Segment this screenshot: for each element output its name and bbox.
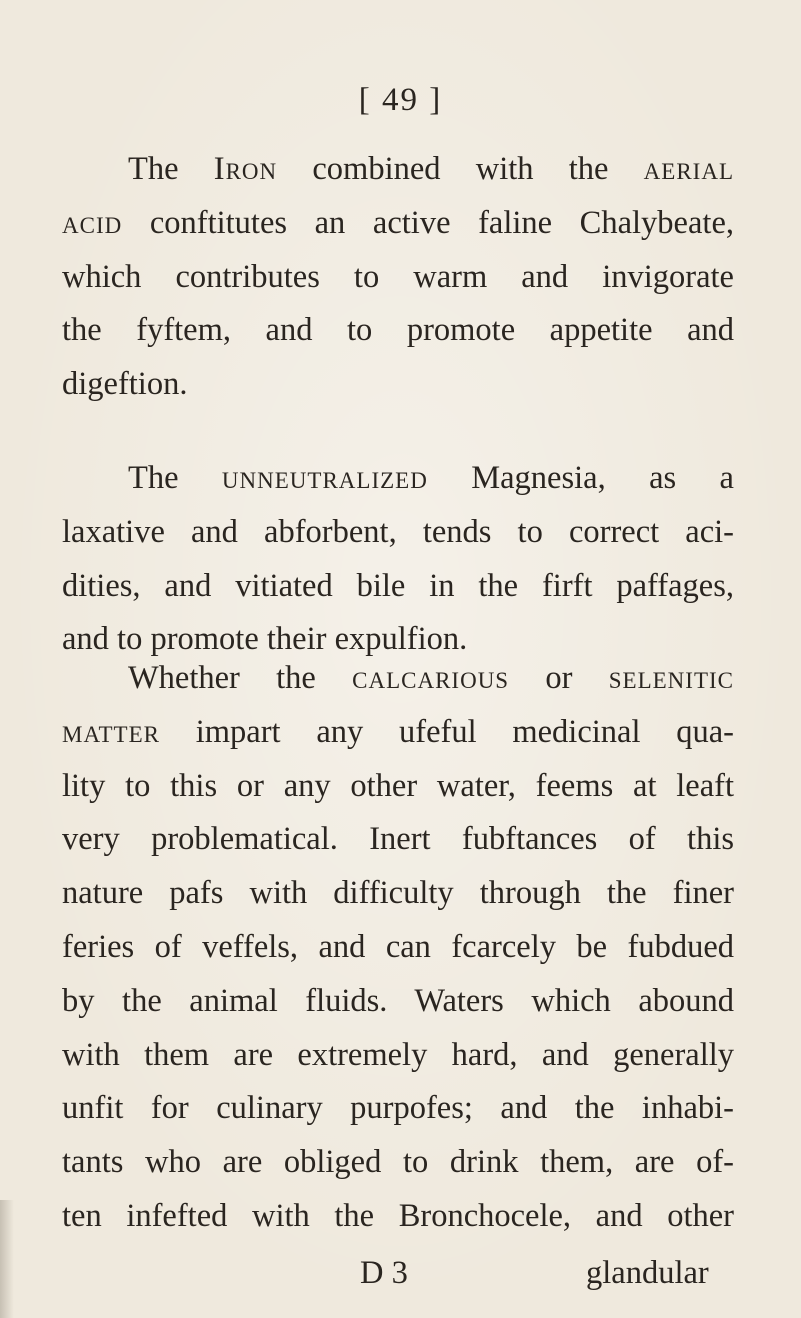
text-run: the fyftem, and to promote appetite and (62, 312, 734, 349)
text-run: Whether the (128, 660, 353, 696)
text-run: Magnesia, as a (427, 460, 734, 496)
paragraph-magnesia (62, 452, 734, 667)
page-edge-shadow (0, 1200, 14, 1318)
text-line (62, 452, 734, 506)
small-caps-run: aerial (643, 151, 734, 187)
text-run: conftitutes an active faline Chalybeate, (122, 204, 734, 241)
signature-mark: D 3 (360, 1255, 408, 1291)
text-line (62, 652, 734, 706)
text-run: and to promote their expulfion. (62, 621, 468, 658)
small-caps-run: matter (62, 713, 160, 750)
text-line (62, 506, 734, 560)
text-line (62, 760, 734, 814)
small-caps-run: selenitic (608, 660, 734, 696)
text-run: dities, and vitiated bile in the firft paffages, (62, 567, 734, 604)
text-line (62, 197, 734, 251)
paragraph-iron (62, 143, 734, 412)
text-run: by the animal fluids. Waters which abound (62, 982, 734, 1019)
text-run: The (128, 151, 214, 187)
text-line (62, 143, 734, 197)
text-run: very problematical. Inert fubftances of this (62, 821, 734, 858)
text-line (62, 975, 734, 1029)
text-line (62, 1190, 734, 1244)
small-caps-run: calcarious (352, 660, 510, 696)
text-run: nature pafs with difficulty through the finer (62, 875, 734, 912)
text-line (62, 706, 734, 760)
small-caps-run: unneutralized (221, 460, 428, 496)
paragraph-calcarious (62, 652, 734, 1244)
text-line (62, 1029, 734, 1083)
text-run: digeftion. (62, 366, 188, 403)
text-line (62, 560, 734, 614)
page-number-header: [ 49 ] (358, 82, 443, 118)
text-line (62, 251, 734, 305)
text-line (62, 921, 734, 975)
text-run: The (128, 460, 222, 496)
text-line (62, 867, 734, 921)
text-line (62, 358, 734, 412)
small-caps-run: acid (62, 204, 123, 241)
text-line (62, 1136, 734, 1190)
text-run: unfit for culinary purpofes; and the inhabi- (62, 1090, 734, 1127)
text-run: tants who are obliged to drink them, are of- (62, 1144, 734, 1181)
text-line (62, 304, 734, 358)
text-run: impart any ufeful medicinal qua- (160, 713, 734, 750)
text-run: lity to this or any other water, feems at leaft (62, 767, 734, 804)
text-run: or (509, 660, 609, 696)
text-run: with them are extremely hard, and generally (62, 1036, 734, 1073)
small-caps-run: Iron (213, 151, 278, 187)
catchword: glandular (586, 1255, 709, 1291)
text-run: ten infefted with the Bronchocele, and other (62, 1197, 734, 1234)
text-line (62, 1082, 734, 1136)
text-run: which contributes to warm and invigorate (62, 258, 734, 295)
text-run: laxative and abforbent, tends to correct aci- (62, 513, 734, 550)
text-line (62, 813, 734, 867)
text-run: combined with the (277, 151, 644, 187)
text-run: feries of veffels, and can fcarcely be fubdued (62, 928, 734, 965)
